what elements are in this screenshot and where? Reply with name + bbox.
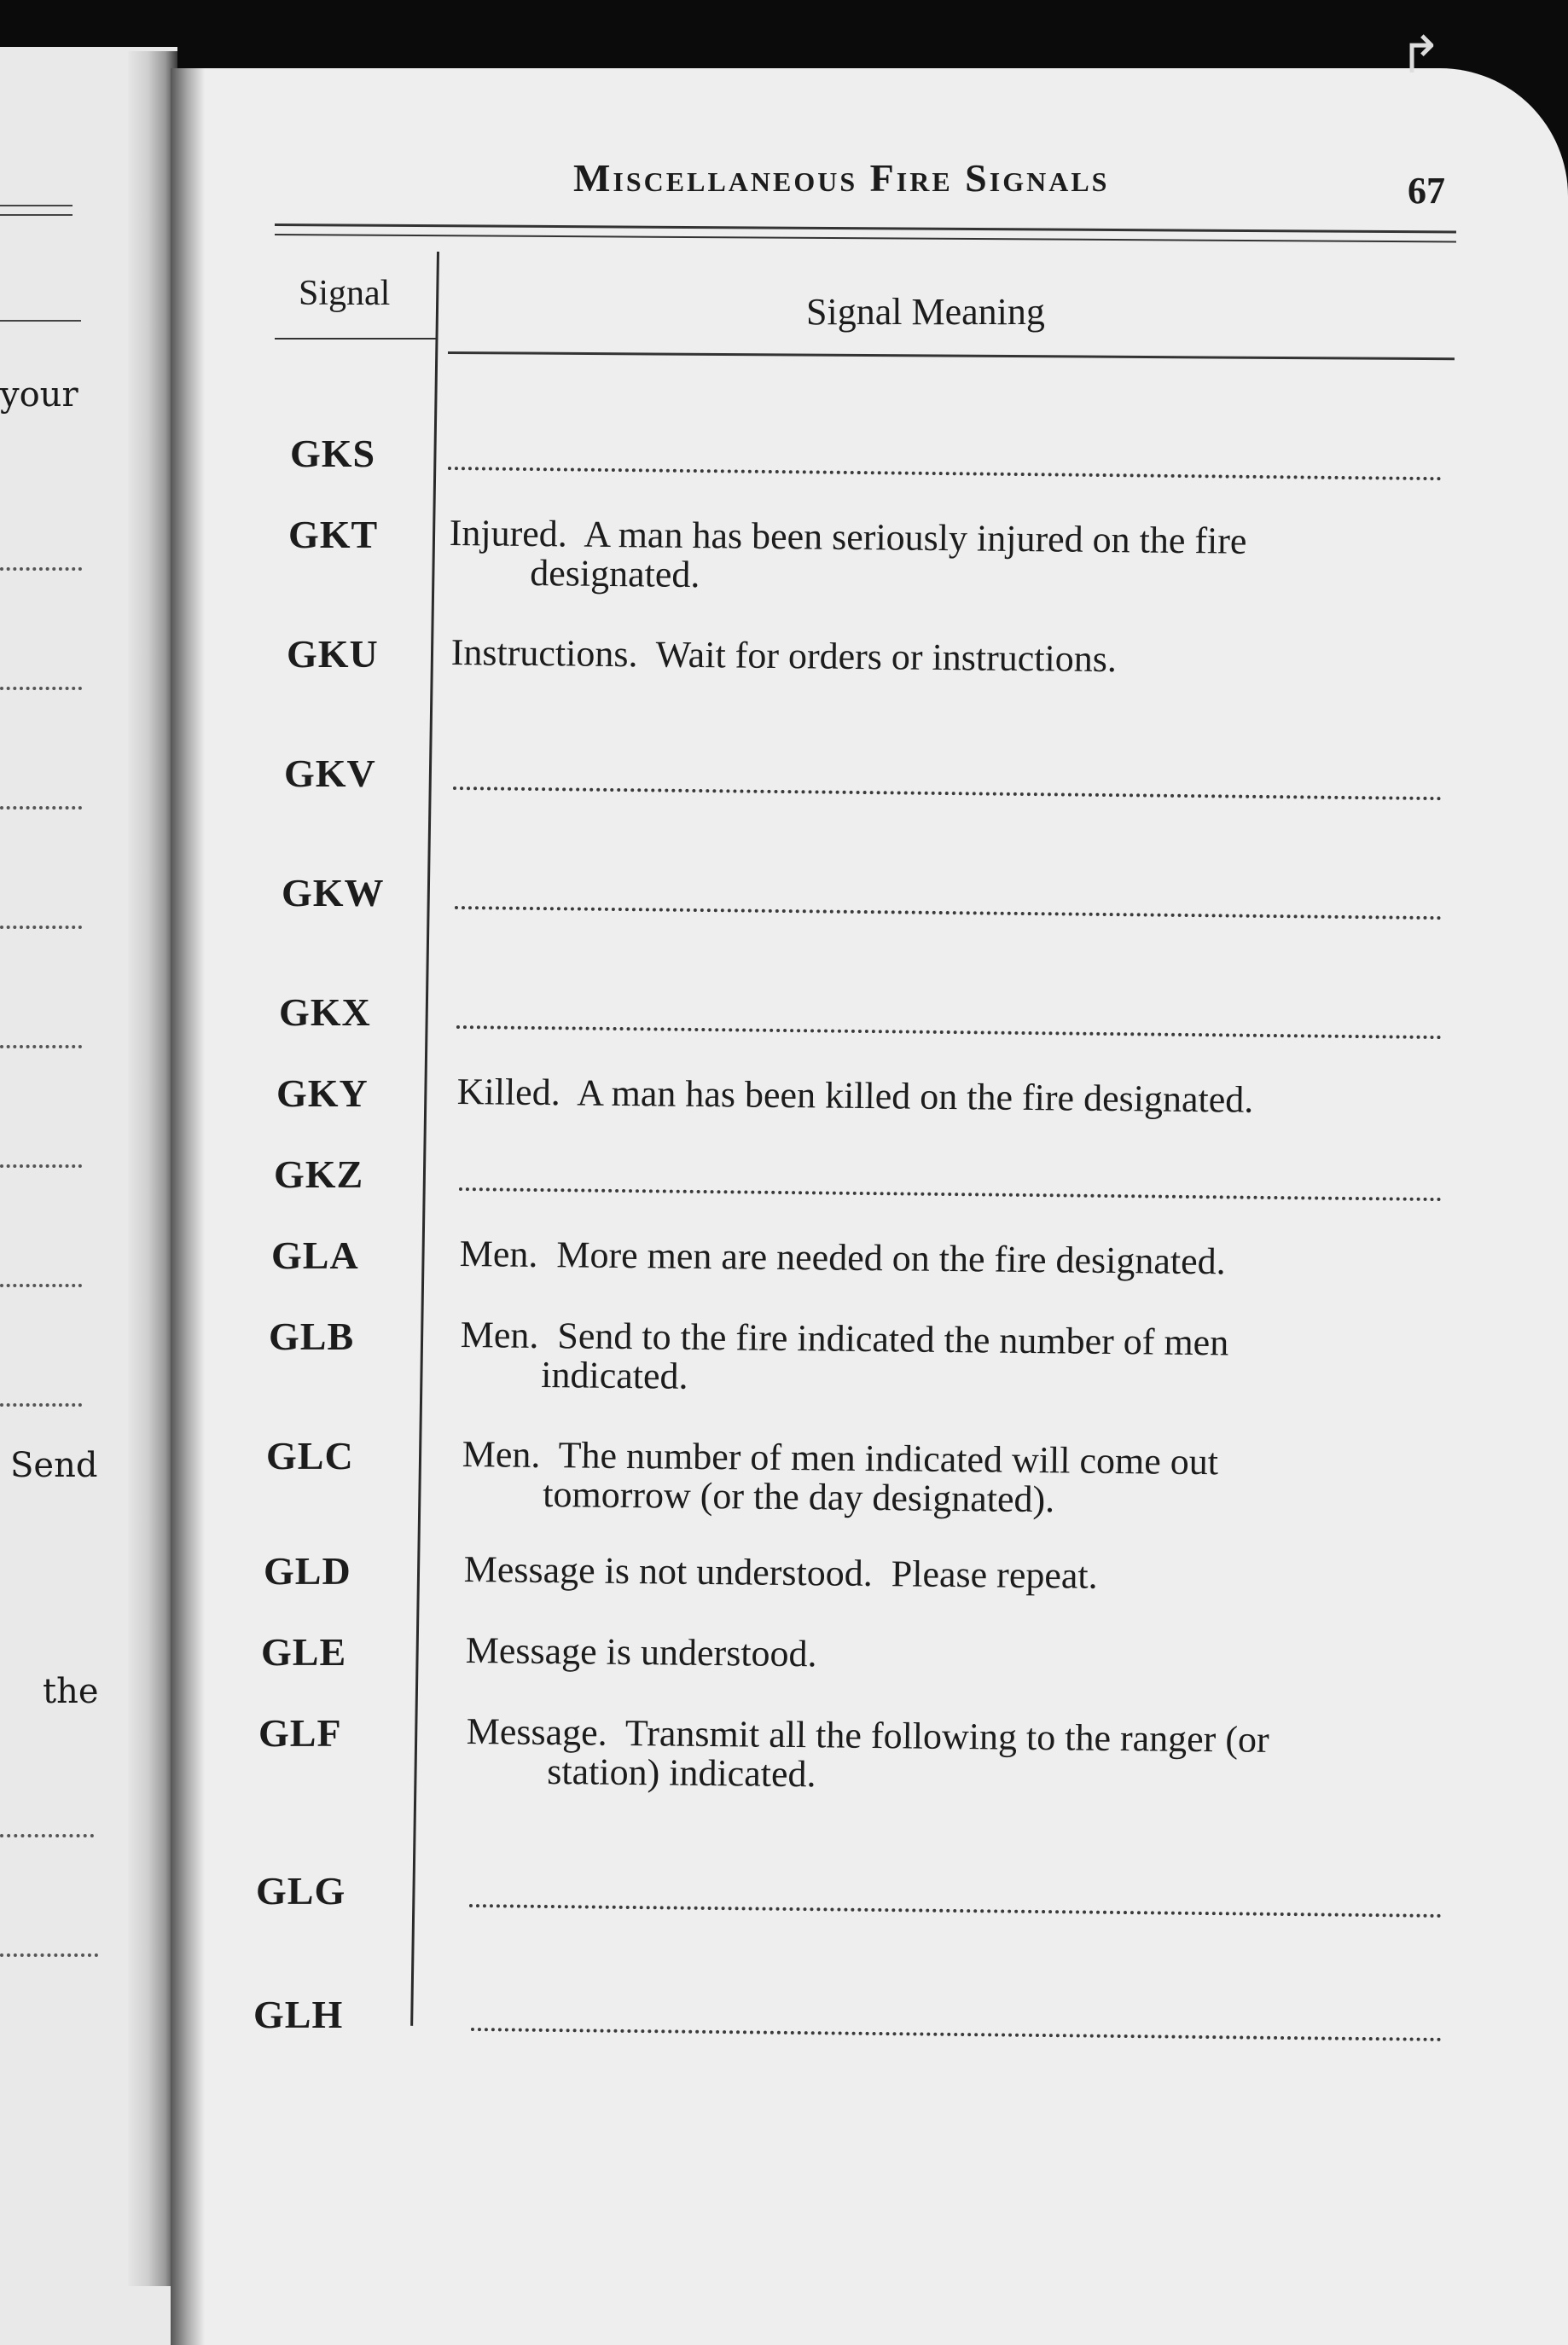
left-word-the: the — [43, 1672, 99, 1711]
signal-header-underline — [275, 338, 437, 340]
column-header-signal-meaning: Signal Meaning — [806, 291, 1045, 333]
signal-meaning — [465, 1631, 816, 1674]
signal-code: GKV — [284, 752, 376, 795]
signal-code: GKX — [279, 990, 371, 1034]
page-binding-shadow — [171, 68, 205, 2345]
signal-meaning — [460, 1234, 1226, 1281]
meaning-line: Killed. A man has been killed on the fire designated. — [456, 1071, 1254, 1121]
left-dots — [0, 1164, 82, 1168]
signal-meaning — [449, 514, 1247, 601]
left-header-rule-2 — [0, 214, 73, 216]
signal-code: GKY — [276, 1071, 369, 1115]
left-dots — [0, 1284, 82, 1287]
meaning-continuation: station) indicated. — [547, 1750, 817, 1796]
signal-code: GKS — [290, 432, 376, 475]
signal-code: GLC — [266, 1434, 354, 1477]
left-dots — [0, 1834, 94, 1837]
meaning-line: Men. The number of men indicated will come out — [462, 1433, 1219, 1483]
left-word-your: your — [0, 375, 78, 415]
left-dots — [0, 687, 82, 690]
meaning-line: Men. More men are needed on the fire designated. — [459, 1233, 1226, 1283]
meaning-continuation: tomorrow (or the day designated). — [543, 1472, 1055, 1521]
right-page — [171, 68, 1568, 2345]
scan-artifact-mark: ↱ — [1399, 26, 1443, 85]
signal-code: GKT — [288, 513, 379, 556]
signal-code: GLH — [253, 1993, 344, 2036]
signal-code: GLD — [264, 1549, 351, 1593]
page-number: 67 — [1408, 170, 1445, 212]
signal-meaning — [462, 1435, 1219, 1521]
signal-code: GLB — [269, 1315, 355, 1358]
left-dots — [0, 806, 82, 810]
signal-code: GLA — [271, 1233, 359, 1277]
meaning-line: Message is understood. — [465, 1629, 817, 1675]
signal-meaning — [464, 1550, 1098, 1596]
meaning-line: Injured. A man has been seriously injured on the fire — [449, 512, 1247, 562]
column-header-signal: Signal — [299, 274, 391, 313]
signal-meaning — [460, 1315, 1228, 1402]
meaning-line: Instructions. Wait for orders or instructions. — [450, 631, 1117, 681]
meaning-continuation: designated. — [529, 551, 700, 596]
signal-meaning — [466, 1712, 1269, 1799]
running-head: Miscellaneous Fire Signals — [573, 156, 1110, 200]
left-header-rule — [0, 205, 73, 206]
left-dots — [0, 1045, 82, 1048]
left-dots — [0, 567, 82, 571]
left-word-send: Send — [10, 1446, 98, 1485]
signal-code: GLG — [256, 1869, 346, 1913]
meaning-line: Men. Send to the fire indicated the number of men — [460, 1314, 1229, 1364]
left-dots — [0, 1953, 98, 1957]
signal-code: GKU — [287, 632, 379, 676]
left-dots — [0, 926, 82, 929]
meaning-continuation: indicated. — [541, 1353, 689, 1397]
signal-meaning — [450, 633, 1117, 679]
left-col-rule — [0, 320, 81, 322]
signal-meaning — [457, 1072, 1254, 1120]
signal-code: GLE — [261, 1630, 347, 1674]
meaning-line: Message is not understood. Please repeat. — [463, 1548, 1099, 1597]
left-dots — [0, 1403, 82, 1407]
signal-code: GKW — [282, 871, 385, 914]
signal-code: GKZ — [274, 1152, 364, 1196]
meaning-line: Message. Transmit all the following to the ranger (or — [466, 1710, 1270, 1761]
signal-code: GLF — [258, 1711, 342, 1755]
